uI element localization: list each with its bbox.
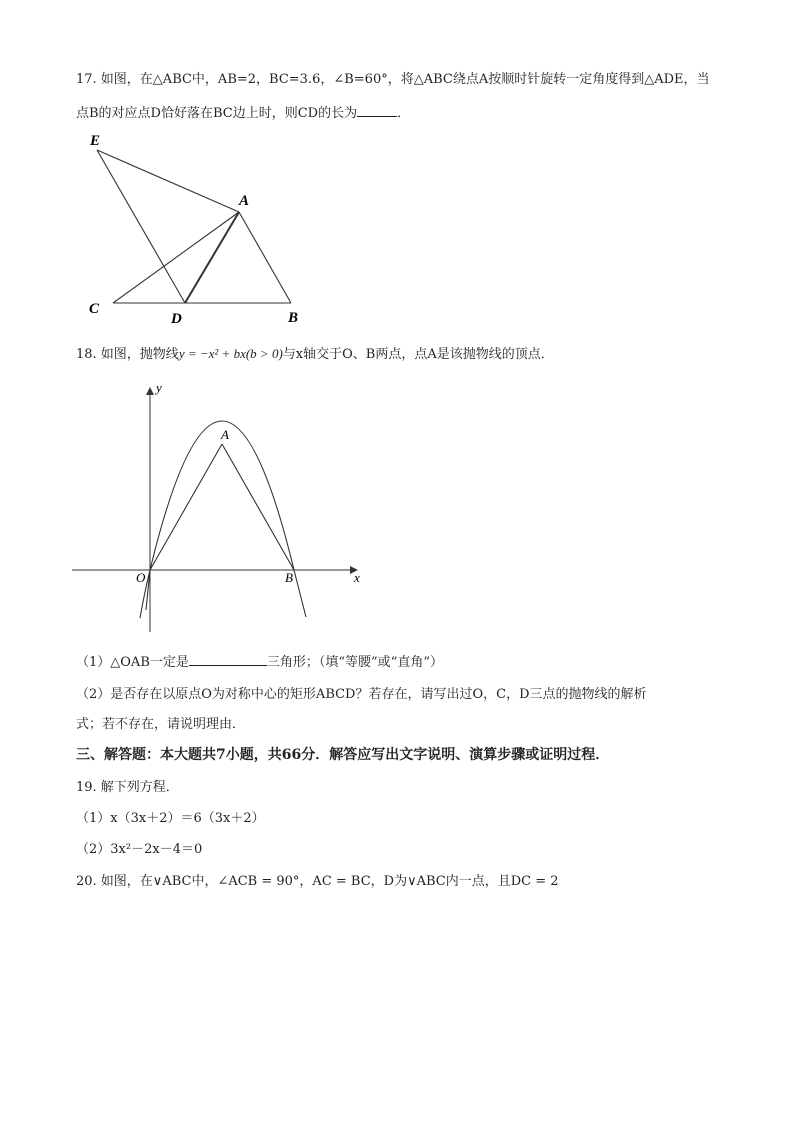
q18-part2-line2: 式；若不存在，请说明理由． bbox=[76, 717, 246, 732]
label-C: C bbox=[89, 301, 100, 317]
label-O: O bbox=[136, 570, 146, 585]
q18-part1-end: 三角形；（填“等腰”或“直角”） bbox=[266, 655, 443, 670]
label-x: x bbox=[354, 570, 360, 585]
q19-part2: （2）3x²－2x－4＝0 bbox=[76, 842, 203, 857]
q19-part1: （1）x（3x＋2）＝6（3x＋2） bbox=[76, 811, 265, 826]
label-A: A bbox=[221, 427, 229, 442]
q18-part1 bbox=[76, 651, 443, 670]
section3-heading: 三、解答题：本大题共7小题，共66分．解答应写出文字说明、演算步骤或证明过程． bbox=[76, 747, 610, 763]
q18-stem-suffix: 与x轴交于O、B两点，点A是该抛物线的顶点． bbox=[282, 347, 554, 362]
q17-line2-end: ． bbox=[397, 106, 411, 121]
q18-answer-blank bbox=[189, 651, 267, 666]
q18-part1-text: （1）△OAB一定是 bbox=[76, 655, 189, 670]
q18-stem-prefix: 18. 如图，抛物线 bbox=[76, 347, 179, 362]
q17-line1: 17. 如图，在△ABC中，AB=2，BC=3.6，∠B=60°，将△ABC绕点A按顺时针旋转一定角度得到△ADE，当 bbox=[76, 72, 710, 87]
label-y: y bbox=[156, 380, 162, 395]
label-B: B bbox=[285, 570, 293, 585]
label-D: D bbox=[171, 311, 182, 327]
segment-AB bbox=[222, 444, 294, 570]
segment-OA bbox=[150, 444, 222, 570]
q19-stem: 19. 解下列方程． bbox=[76, 780, 179, 795]
label-E: E bbox=[90, 133, 101, 149]
q18-part2-line1: （2）是否存在以原点O为对称中心的矩形ABCD？若存在，请写出过O，C，D三点的抛物线的解析 bbox=[76, 687, 647, 702]
q20-stem: 20. 如图，在∨ABC中，∠ACB = 90°，AC = BC，D为∨ABC内一点，且DC = 2 bbox=[76, 874, 559, 889]
q18-formula: y = −x² + bx(b > 0) bbox=[178, 346, 283, 361]
label-A: A bbox=[239, 193, 250, 209]
label-B: B bbox=[288, 310, 299, 326]
q17-line2-text: 点B的对应点D恰好落在BC边上时，则CD的长为 bbox=[76, 106, 358, 121]
